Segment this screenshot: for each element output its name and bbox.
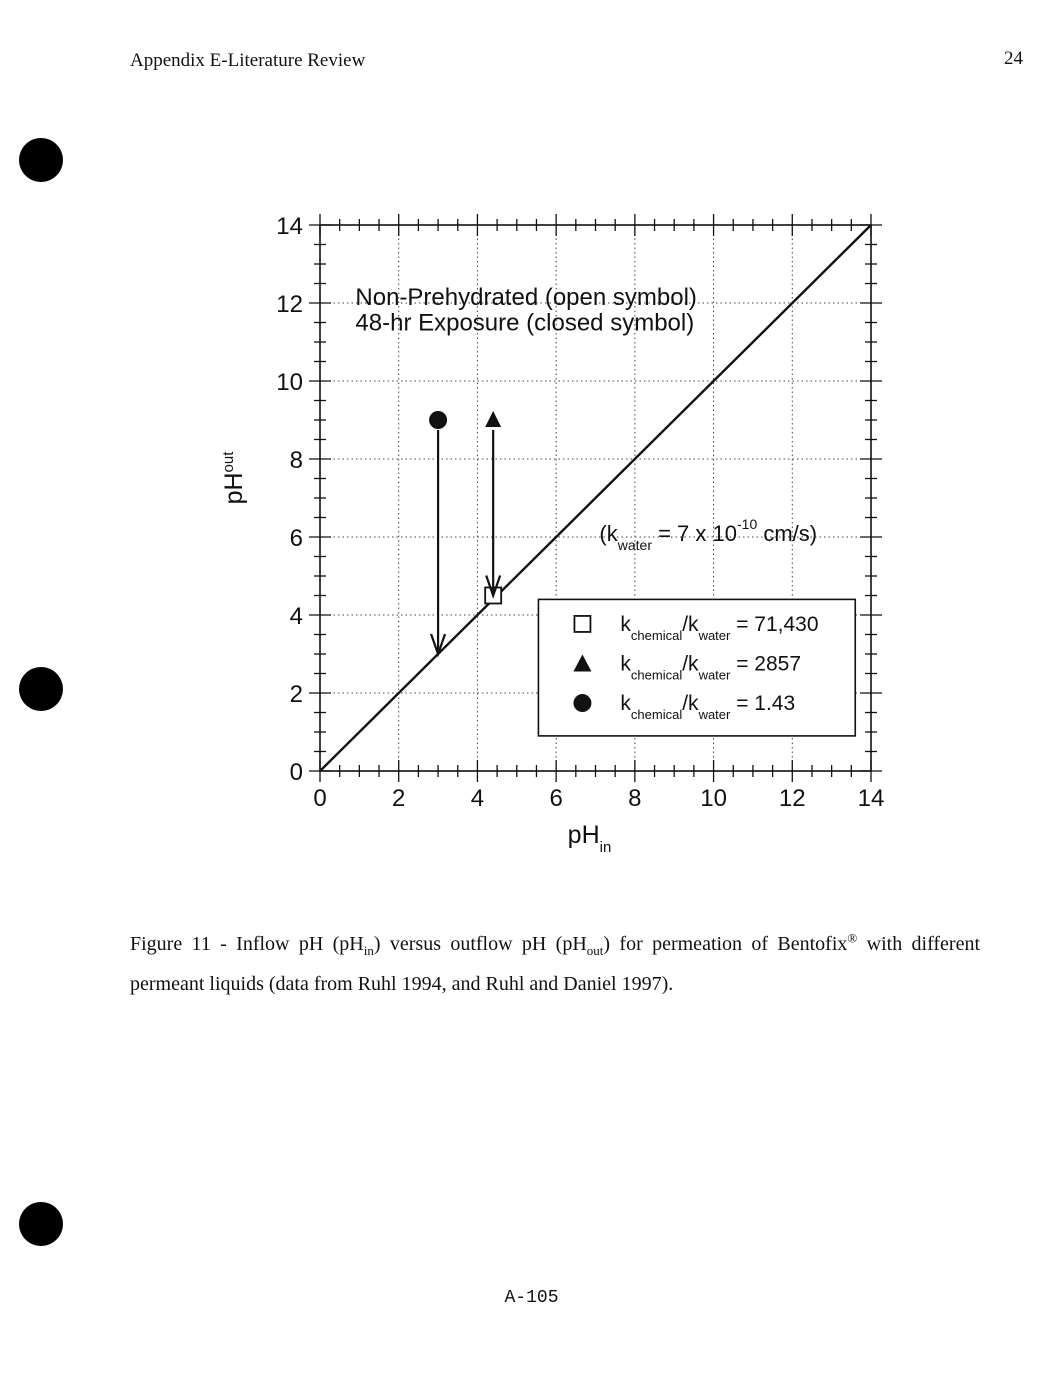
legend bbox=[538, 599, 855, 736]
y-tick-label: 8 bbox=[289, 447, 303, 474]
y-tick-label: 10 bbox=[276, 369, 303, 396]
data-point-triangle bbox=[485, 411, 501, 427]
x-axis-label: $pH_{in}$ bbox=[567, 821, 612, 856]
running-header: Appendix E-Literature Review bbox=[130, 50, 366, 71]
legend-label: $k_{chemical}/k_{water} = 1.43$ bbox=[620, 692, 796, 723]
x-tick-label: 6 bbox=[549, 785, 563, 812]
legend-swatch-square bbox=[574, 616, 590, 632]
figure-caption: Figure 11 - Inflow pH $(pH_{in})$ versus outflow pH $(pH_{out})$ for permeation of Bentofix® with different permeant liquids (data from Ruhl 1994, and Ruhl and Daniel 1997). bbox=[130, 930, 981, 995]
annotation-line-1: Non-Prehydrated (open symbol) bbox=[355, 284, 697, 311]
legend-swatch-circle bbox=[573, 694, 591, 712]
x-tick-label: 10 bbox=[700, 785, 727, 812]
y-tick-label: 4 bbox=[289, 603, 303, 630]
y-tick-label: 12 bbox=[276, 291, 303, 318]
legend-label: $k_{chemical}/k_{water} = 71,430$ bbox=[620, 612, 819, 643]
x-tick-label: 14 bbox=[857, 785, 885, 812]
x-tick-label: 2 bbox=[392, 785, 406, 812]
y-tick-label: 6 bbox=[289, 525, 303, 552]
page-footer: A-105 bbox=[504, 1288, 559, 1308]
y-tick-label: 2 bbox=[289, 681, 303, 708]
legend-label: $k_{chemical}/k_{water} = 2857$ bbox=[620, 652, 802, 683]
data-marks bbox=[429, 411, 501, 654]
binder-hole-bottom bbox=[19, 1202, 63, 1246]
y-tick-label: 14 bbox=[276, 213, 303, 240]
y-tick-label: 0 bbox=[289, 759, 303, 786]
annotation-line-2: 48-hr Exposure (closed symbol) bbox=[355, 309, 695, 337]
data-point-circle bbox=[429, 411, 447, 429]
y-axis-label: $pH^{out}$ bbox=[220, 451, 248, 505]
x-tick-label: 12 bbox=[778, 785, 806, 812]
x-tick-label: 4 bbox=[470, 785, 485, 812]
caption-figure-label: Figure 11 bbox=[130, 933, 211, 955]
page-number: 24 bbox=[1004, 48, 1023, 69]
kwater-note: ($k_{water} = 7$ x $10^{-10}$ cm/s) bbox=[599, 516, 818, 553]
x-tick-label: 8 bbox=[628, 785, 642, 812]
x-tick-label: 0 bbox=[313, 785, 327, 812]
